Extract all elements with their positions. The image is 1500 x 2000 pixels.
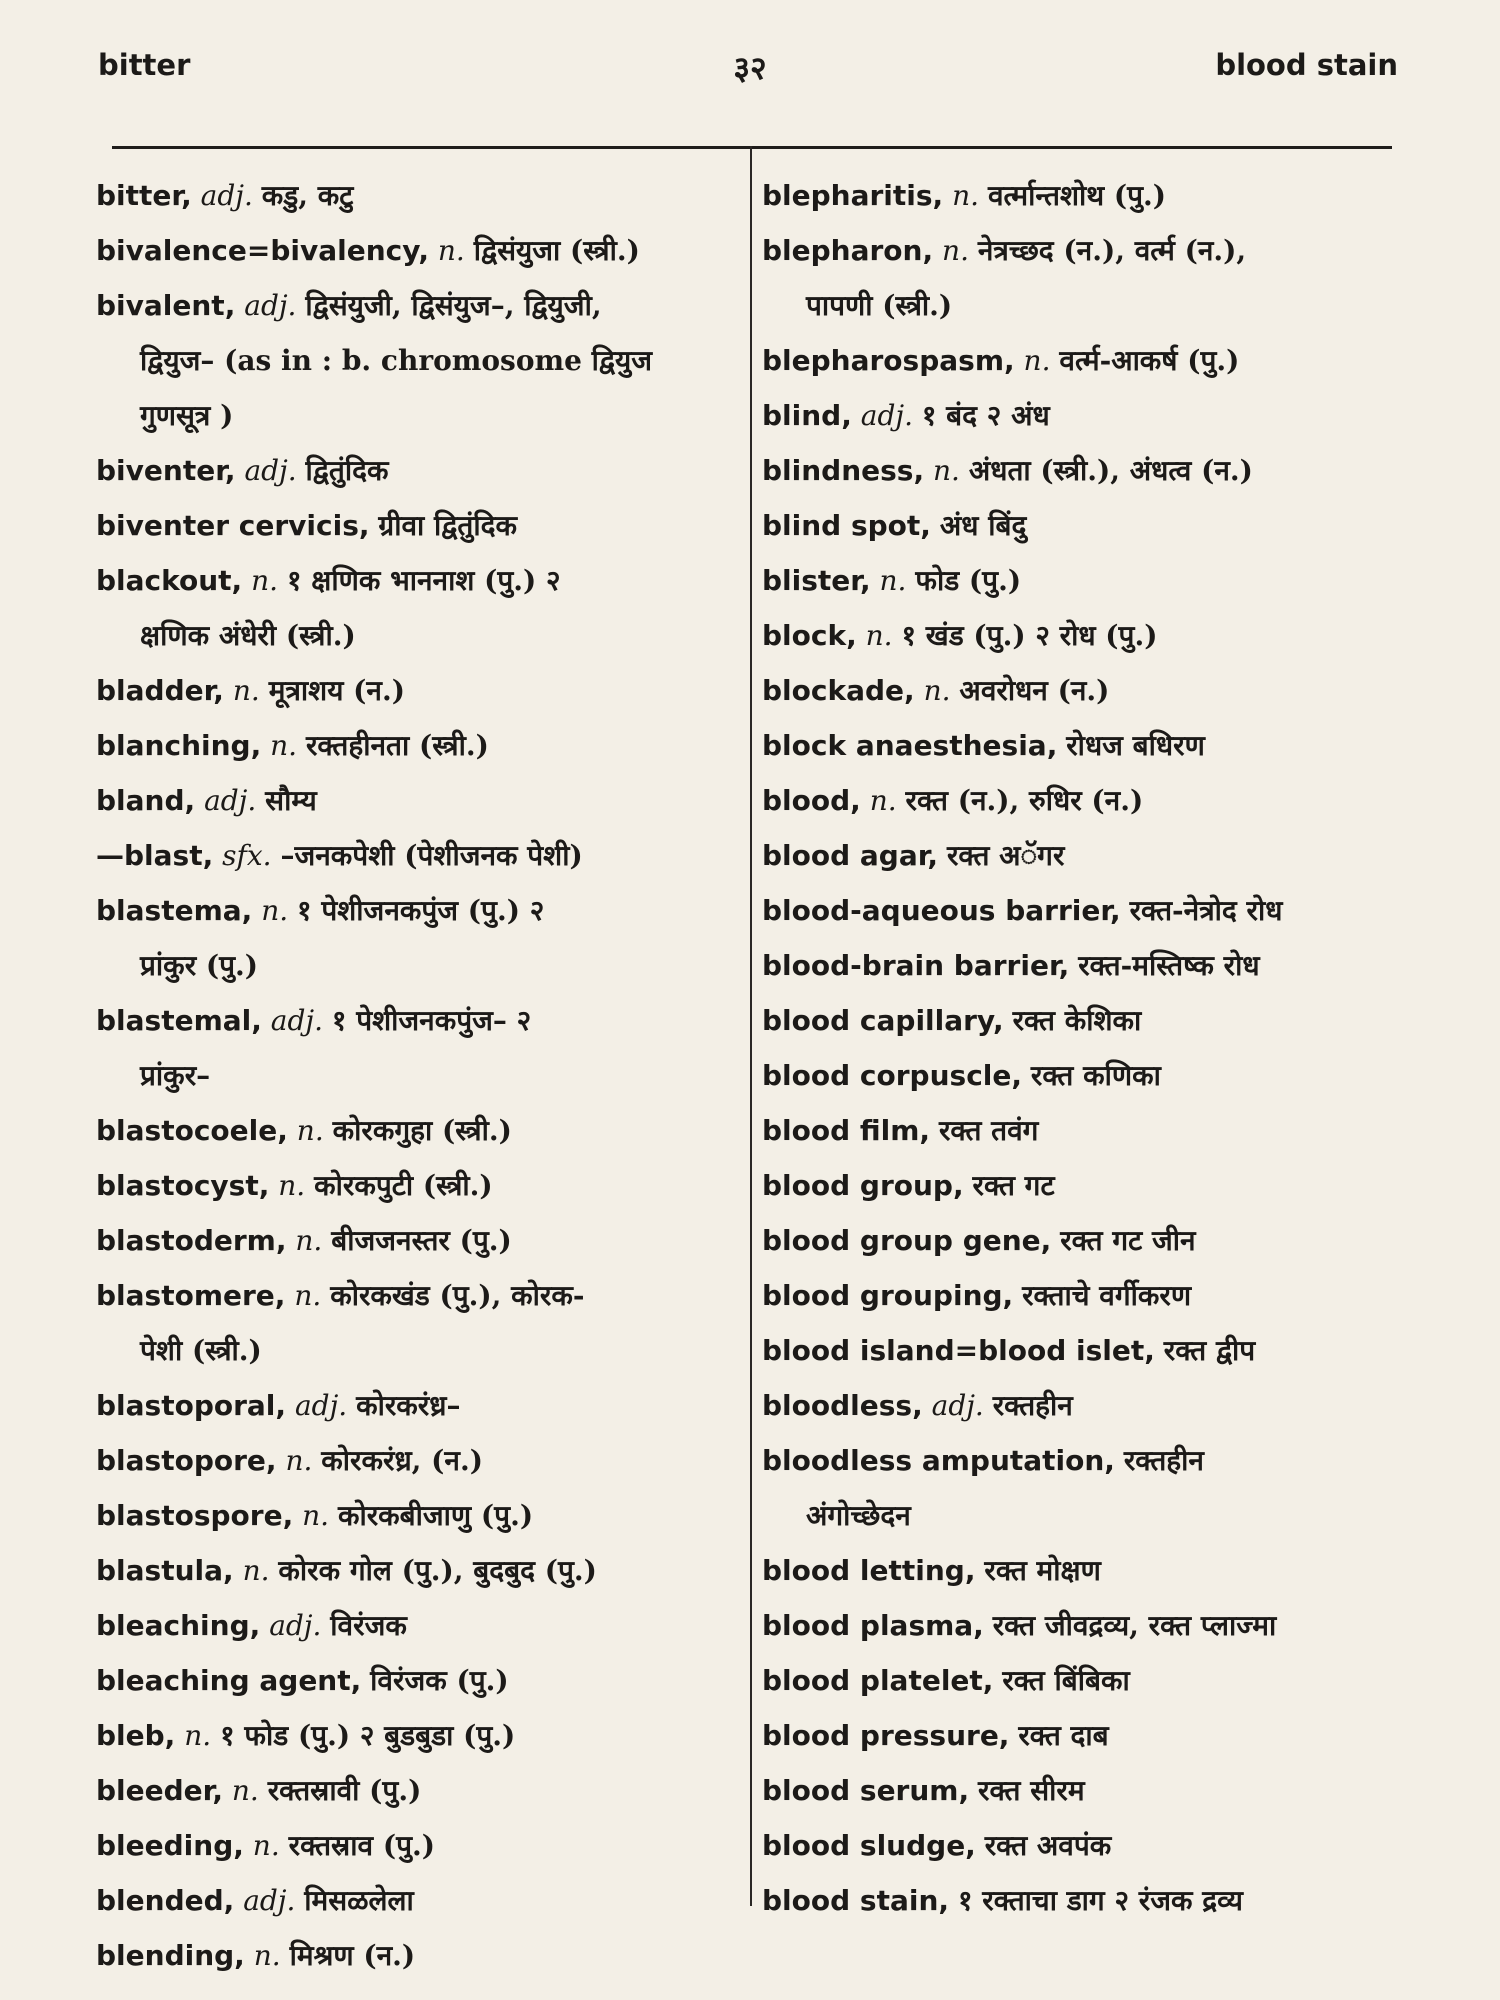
part-of-speech: adj. (931, 1389, 984, 1422)
part-of-speech: n. (437, 234, 465, 267)
translation: रक्त बिंबिका (1002, 1664, 1130, 1697)
part-of-speech: adj. (244, 454, 297, 487)
headword: blood corpuscle, (762, 1059, 1023, 1092)
dictionary-entry (96, 223, 732, 278)
translation-continued: प्रांकुर– (140, 1059, 211, 1092)
headword: blepharitis, (762, 179, 944, 212)
dictionary-entry (96, 1818, 732, 1873)
translation: ग्रीवा द्वितुंदिक (378, 509, 517, 542)
translation: कोरकखंड (पु.), कोरक- (330, 1279, 585, 1312)
part-of-speech: n. (285, 1444, 313, 1477)
headword: blood letting, (762, 1554, 976, 1587)
dictionary-entry (96, 883, 732, 938)
dictionary-entry (96, 1763, 732, 1818)
headword: bloodless, (762, 1389, 923, 1422)
dictionary-entry (762, 828, 1404, 883)
headword: blastoporal, (96, 1389, 287, 1422)
part-of-speech: n. (879, 564, 907, 597)
headword: blending, (96, 1939, 245, 1972)
dictionary-entry (96, 1378, 732, 1433)
dictionary-entry (96, 718, 732, 773)
dictionary-entry (96, 1158, 732, 1213)
translation: रक्त-नेत्रोद रोध (1129, 894, 1283, 927)
translation: कोरकबीजाणु (पु.) (337, 1499, 534, 1532)
dictionary-entry (762, 883, 1404, 938)
translation: कोरकगुहा (स्त्री.) (332, 1114, 512, 1147)
dictionary-entry (762, 1103, 1404, 1158)
headword: blood film, (762, 1114, 931, 1147)
dictionary-entry (96, 993, 732, 1048)
part-of-speech: adj. (294, 1389, 348, 1422)
headword: biventer, (96, 454, 236, 487)
dictionary-entry (96, 278, 732, 333)
translation: रक्त अॅगर (946, 839, 1065, 872)
part-of-speech: n. (184, 1719, 212, 1752)
headword: blastemal, (96, 1004, 262, 1037)
headword: blastopore, (96, 1444, 277, 1477)
headword: blister, (762, 564, 871, 597)
headword: blood sludge, (762, 1829, 976, 1862)
part-of-speech: n. (295, 1224, 323, 1257)
part-of-speech: n. (270, 729, 298, 762)
translation: कोरकरंध्र– (356, 1389, 461, 1422)
translation: रक्ताचे वर्गीकरण (1022, 1279, 1192, 1312)
part-of-speech: n. (242, 1554, 270, 1587)
headword: blood pressure, (762, 1719, 1010, 1752)
headword: bladder, (96, 674, 224, 707)
headword: blood-brain barrier, (762, 949, 1070, 982)
headword: bitter, (96, 179, 192, 212)
dictionary-entry (96, 1103, 732, 1158)
dictionary-entry (762, 663, 1404, 718)
dictionary-entry (762, 1323, 1404, 1378)
headword: biventer cervicis, (96, 509, 370, 542)
translation: वर्त्मान्तशोथ (पु.) (987, 179, 1167, 212)
dictionary-entry (762, 1213, 1404, 1268)
dictionary-entry (96, 828, 732, 883)
translation: कोरक गोल (पु.), बुदबुद (पु.) (278, 1554, 597, 1587)
headword: blastocyst, (96, 1169, 270, 1202)
headword: blood serum, (762, 1774, 970, 1807)
dictionary-entry (96, 773, 732, 828)
headword: blood, (762, 784, 861, 817)
translation: रक्त दाब (1018, 1719, 1109, 1752)
part-of-speech: n. (231, 1774, 259, 1807)
part-of-speech: adj. (270, 1004, 323, 1037)
dictionary-entry (96, 663, 732, 718)
translation: विरंजक (330, 1609, 407, 1642)
translation: नेत्रच्छद (न.), वर्त्म (न.), (977, 234, 1247, 267)
header-rule (112, 146, 1392, 149)
translation: फोड (पु.) (915, 564, 1022, 597)
translation: रक्त-मस्तिष्क रोध (1078, 949, 1260, 982)
page-number: ३२ (733, 49, 767, 87)
part-of-speech: n. (865, 619, 893, 652)
dictionary-entry (762, 1708, 1404, 1763)
part-of-speech: sfx. (222, 839, 272, 872)
translation: रोधज बधिरण (1066, 729, 1205, 762)
translation-continued: पापणी (स्त्री.) (806, 289, 953, 322)
part-of-speech: n. (251, 564, 279, 597)
translation: मिश्रण (न.) (289, 1939, 416, 1972)
translation: १ पेशीजनकपुंज– २ (331, 1004, 532, 1037)
headword: bleeding, (96, 1829, 244, 1862)
translation: रक्त जीवद्रव्य, रक्त प्लाज्मा (992, 1609, 1277, 1642)
dictionary-entry (762, 1873, 1404, 1928)
headword: blastema, (96, 894, 253, 927)
headword: bleaching agent, (96, 1664, 362, 1697)
headword: blood group, (762, 1169, 964, 1202)
dictionary-entry (96, 1213, 732, 1268)
translation-continued: पेशी (स्त्री.) (140, 1334, 262, 1367)
dictionary-entry (762, 608, 1404, 663)
headword: blanching, (96, 729, 262, 762)
translation: १ रक्ताचा डाग २ रंजक द्रव्य (957, 1884, 1243, 1917)
headword: blepharon, (762, 234, 934, 267)
headword: blackout, (96, 564, 243, 597)
translation-continued: गुणसूत्र ) (140, 399, 234, 432)
translation: वर्त्म-आकर्ष (पु.) (1059, 344, 1240, 377)
translation: कोरकपुटी (स्त्री.) (314, 1169, 493, 1202)
translation-continued: द्वियुज– (as in : b. chromosome द्वियुज (140, 344, 653, 377)
part-of-speech: n. (261, 894, 289, 927)
translation: अवरोधन (न.) (959, 674, 1110, 707)
translation: १ फोड (पु.) २ बुडबुडा (पु.) (220, 1719, 516, 1752)
dictionary-entry (762, 1268, 1404, 1323)
dictionary-entry (762, 1818, 1404, 1873)
headword: blended, (96, 1884, 235, 1917)
headword: bivalent, (96, 289, 236, 322)
headword: bland, (96, 784, 196, 817)
translation: रक्त द्वीप (1163, 1334, 1256, 1367)
headword: blepharospasm, (762, 344, 1015, 377)
headword: blood agar, (762, 839, 939, 872)
part-of-speech: n. (302, 1499, 330, 1532)
dictionary-entry (762, 1433, 1404, 1488)
translation-continued: प्रांकुर (पु.) (140, 949, 259, 982)
dictionary-entry (96, 553, 732, 608)
translation: १ क्षणिक भाननाश (पु.) २ (286, 564, 561, 597)
part-of-speech: adj. (269, 1609, 322, 1642)
part-of-speech: adj. (200, 179, 253, 212)
dictionary-entry (762, 443, 1404, 498)
headword: blood group gene, (762, 1224, 1052, 1257)
translation: द्वितुंदिक (305, 454, 389, 487)
dictionary-entry (762, 1763, 1404, 1818)
translation: रक्त तवंग (938, 1114, 1039, 1147)
dictionary-entry (96, 168, 732, 223)
translation: रक्तहीनता (स्त्री.) (305, 729, 489, 762)
headword: blockade, (762, 674, 915, 707)
dictionary-entry (762, 718, 1404, 773)
headword: block, (762, 619, 857, 652)
headword: blastoderm, (96, 1224, 287, 1257)
headword: blindness, (762, 454, 925, 487)
headword: blood stain, (762, 1884, 950, 1917)
dictionary-entry (96, 1653, 732, 1708)
headword: bloodless amputation, (762, 1444, 1115, 1477)
headword: blood plasma, (762, 1609, 984, 1642)
dictionary-entry (762, 388, 1404, 443)
dictionary-entry (96, 1268, 732, 1323)
dictionary-entry (762, 993, 1404, 1048)
translation: मूत्राशय (न.) (268, 674, 405, 707)
dictionary-entry (96, 1543, 732, 1598)
headword: blood island=blood islet, (762, 1334, 1155, 1367)
headword: blood grouping, (762, 1279, 1014, 1312)
part-of-speech: n. (933, 454, 960, 487)
part-of-speech: n. (253, 1939, 281, 1972)
translation: रक्त अवपंक (984, 1829, 1112, 1862)
dictionary-entry (762, 1158, 1404, 1213)
part-of-speech: n. (296, 1114, 324, 1147)
dictionary-entry (762, 1543, 1404, 1598)
headword: bivalence=bivalency, (96, 234, 429, 267)
dictionary-entry (96, 1928, 732, 1983)
dictionary-entry (762, 1598, 1404, 1653)
headword: blind, (762, 399, 852, 432)
dictionary-entry (96, 1433, 732, 1488)
part-of-speech: n. (232, 674, 260, 707)
dictionary-entry (96, 1708, 732, 1763)
translation: द्विसंयुजा (स्त्री.) (473, 234, 640, 267)
dictionary-entry (762, 1048, 1404, 1103)
column-divider (750, 146, 752, 1906)
translation: रक्त गट जीन (1060, 1224, 1196, 1257)
translation: सौम्य (265, 784, 317, 817)
translation: रक्तस्रावी (पु.) (267, 1774, 422, 1807)
headword: bleb, (96, 1719, 176, 1752)
headword: blastomere, (96, 1279, 286, 1312)
dictionary-entry (762, 1378, 1404, 1433)
translation-continued: क्षणिक अंधेरी (स्त्री.) (140, 619, 356, 652)
translation: अंधता (स्त्री.), अंधत्व (न.) (968, 454, 1253, 487)
part-of-speech: n. (1023, 344, 1051, 377)
part-of-speech: n. (278, 1169, 306, 1202)
headword: bleaching, (96, 1609, 261, 1642)
dictionary-entry (762, 553, 1404, 608)
dictionary-entry (762, 168, 1404, 223)
translation: विरंजक (पु.) (370, 1664, 509, 1697)
translation-continued: अंगोच्छेदन (806, 1499, 911, 1532)
translation: रक्तहीन (1123, 1444, 1204, 1477)
translation: रक्त कणिका (1030, 1059, 1161, 1092)
translation: रक्त (न.), रुधिर (न.) (905, 784, 1144, 817)
translation: मिसळलेला (304, 1884, 414, 1917)
headword: blastocoele, (96, 1114, 288, 1147)
translation: कोरकरंध्र, (न.) (321, 1444, 483, 1477)
guide-word-left: bitter (98, 48, 191, 82)
part-of-speech: n. (294, 1279, 322, 1312)
part-of-speech: n. (952, 179, 980, 212)
part-of-speech: n. (252, 1829, 280, 1862)
translation: १ खंड (पु.) २ रोध (पु.) (901, 619, 1158, 652)
part-of-speech: n. (869, 784, 897, 817)
translation: रक्तस्राव (पु.) (288, 1829, 435, 1862)
dictionary-entry (762, 223, 1404, 278)
translation: १ बंद २ अंध (921, 399, 1050, 432)
part-of-speech: n. (923, 674, 951, 707)
translation: द्विसंयुजी, द्विसंयुज–, द्वियुजी, (305, 289, 602, 322)
dictionary-entry (96, 1873, 732, 1928)
part-of-speech: adj. (860, 399, 913, 432)
translation: बीजजनस्तर (पु.) (331, 1224, 512, 1257)
translation: कडु, कटु (261, 179, 354, 212)
translation: रक्तहीन (992, 1389, 1073, 1422)
translation: अंध बिंदु (939, 509, 1027, 542)
headword: blastula, (96, 1554, 234, 1587)
translation: –जनकपेशी (पेशीजनक पेशी) (280, 839, 583, 872)
dictionary-entry (762, 773, 1404, 828)
translation: रक्त गट (972, 1169, 1055, 1202)
part-of-speech: n. (942, 234, 969, 267)
translation: रक्त मोक्षण (984, 1554, 1101, 1587)
translation: रक्त सीरम (978, 1774, 1085, 1807)
right-column (762, 168, 1404, 1928)
headword: block anaesthesia, (762, 729, 1058, 762)
dictionary-entry (96, 443, 732, 498)
part-of-speech: adj. (204, 784, 257, 817)
headword: blood-aqueous barrier, (762, 894, 1121, 927)
headword: bleeder, (96, 1774, 223, 1807)
headword: blood capillary, (762, 1004, 1004, 1037)
dictionary-entry (96, 1488, 732, 1543)
dictionary-entry (96, 1598, 732, 1653)
part-of-speech: adj. (243, 1884, 296, 1917)
translation: १ पेशीजनकपुंज (पु.) २ (297, 894, 545, 927)
left-column (96, 168, 732, 1983)
dictionary-entry (762, 498, 1404, 553)
headword: blood platelet, (762, 1664, 994, 1697)
headword: —blast, (96, 839, 214, 872)
translation: रक्त केशिका (1012, 1004, 1142, 1037)
guide-word-right: blood stain (1215, 48, 1398, 82)
dictionary-entry (96, 498, 732, 553)
headword: blind spot, (762, 509, 931, 542)
part-of-speech: adj. (244, 289, 297, 322)
dictionary-entry (762, 938, 1404, 993)
headword: blastospore, (96, 1499, 294, 1532)
dictionary-entry (762, 333, 1404, 388)
dictionary-entry (762, 1653, 1404, 1708)
